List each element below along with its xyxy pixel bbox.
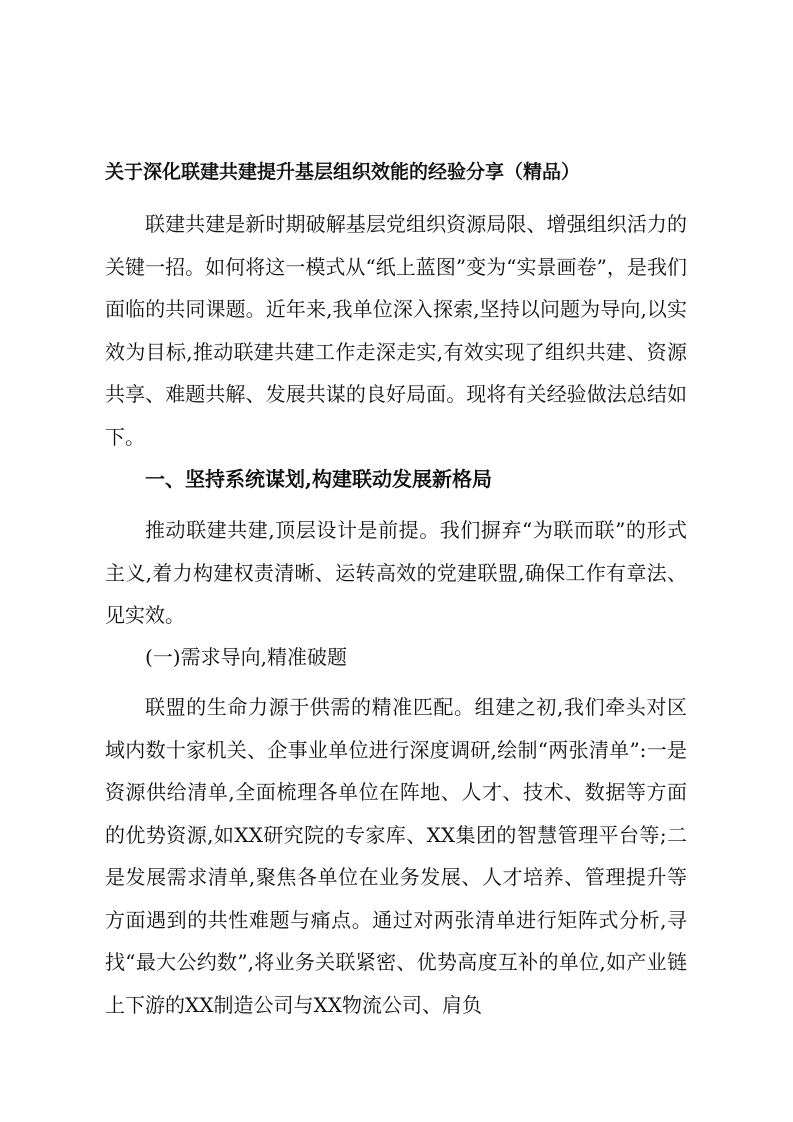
document-title: 关于深化联建共建提升基层组织效能的经验分享（精品） — [105, 161, 581, 183]
subsection-1-paragraph: 联盟的生命力源于供需的精准匹配。组建之初,我们牵头对区域内数十家机关、企事业单位进行深度调研,绘制“两张清单”:一是资源供给清单,全面梳理各单位在阵地、人才、技术、数据等方面的优势资源,如XX研究院的专家库、XX集团的智慧管理平台等;二是发展需求清单,聚焦各单位在业务发展、人才培养、管理提升等方面遇到的共性难题与痛点。通过对两张清单进行矩阵式分析,寻找“最大公约数”,将业务关联紧密、优势高度互补的单位,如产业链上下游的XX制造公司与XX物流公司、肩负 — [105, 695, 687, 1017]
intro-paragraph: 联建共建是新时期破解基层党组织资源局限、增强组织活力的关键一招。如何将这一模式从“纸上蓝图”变为“实景画卷”，是我们面临的共同课题。近年来,我单位深入探索,坚持以问题为导向,以实效为目标,推动联建共建工作走深走实,有效实现了组织共建、资源共享、难题共解、发展共谋的良好局面。现将有关经验做法总结如下。 — [105, 212, 687, 449]
section-1-heading: 一、坚持系统谋划,构建联动发展新格局 — [145, 467, 492, 491]
subsection-1-heading: (一)需求导向,精准破题 — [145, 645, 347, 669]
section-1-paragraph: 推动联建共建,顶层设计是前提。我们摒弃“为联而联”的形式主义,着力构建权责清晰、运转高效的党建联盟,确保工作有章法、见实效。 — [105, 518, 687, 627]
